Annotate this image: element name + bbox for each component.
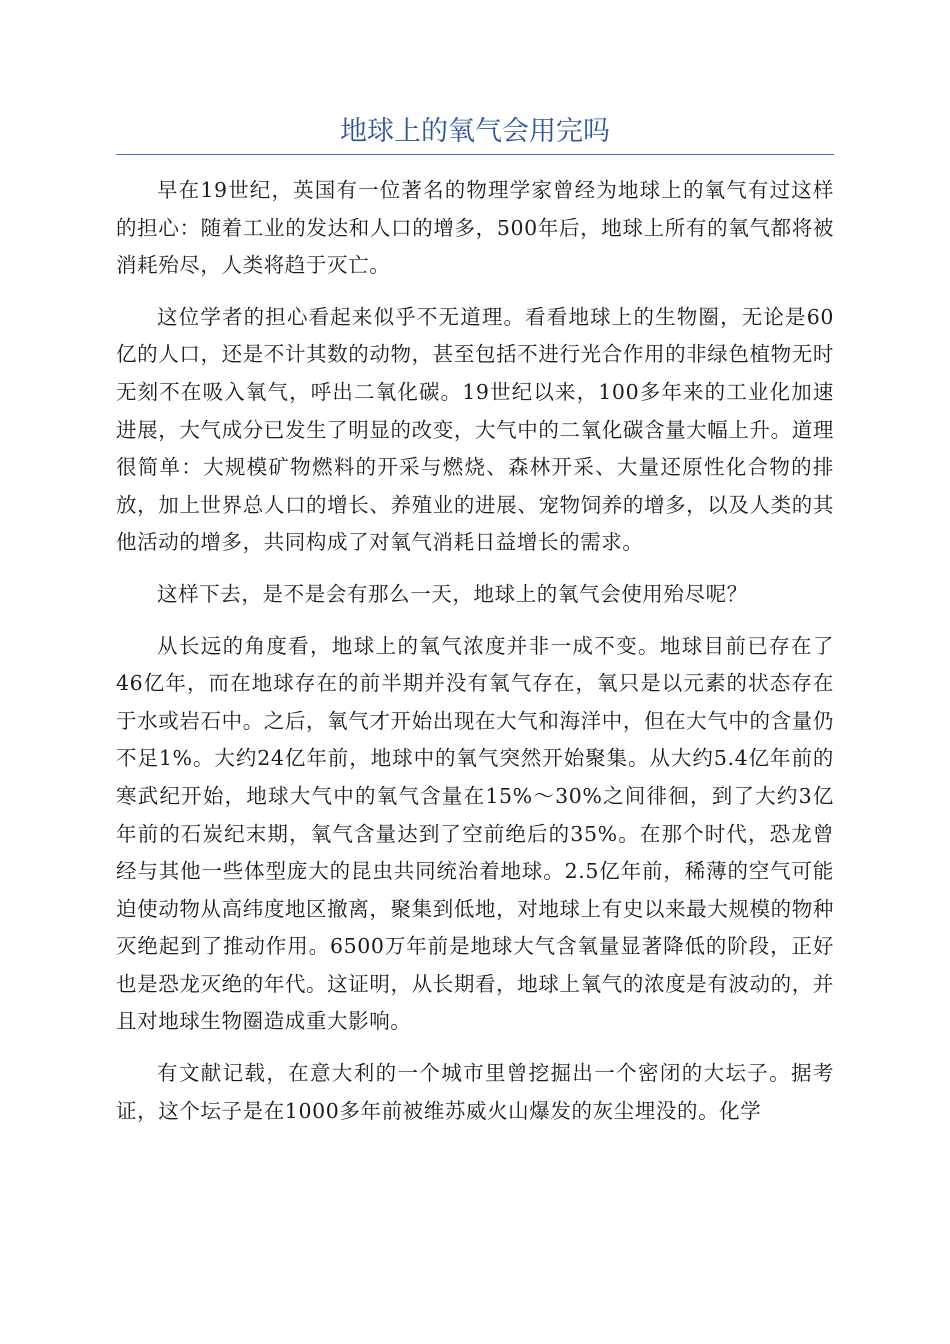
paragraph-3: 这样下去，是不是会有那么一天，地球上的氧气会使用殆尽呢？ [157, 581, 748, 606]
title-underline [116, 154, 834, 155]
paragraph-1: 早在19世纪，英国有一位著名的物理学家曾经为地球上的氧气有过这样的担心：随着工业的发达和人口的增多，500年后，地球上所有的氧气都将被消耗殆尽，人类将趋于灭亡。 [116, 178, 834, 278]
page-title: 地球上的氧气会用完吗 [340, 116, 610, 147]
paragraph-5: 有文献记载，在意大利的一个城市里曾挖掘出一个密闭的大坛子。据考证，这个坛子是在1000多年前被维苏威火山爆发的灰尘埋没的。化学 [116, 1061, 834, 1123]
paragraph-4: 从长远的角度看，地球上的氧气浓度并非一成不变。地球目前已存在了46亿年，而在地球存在的前半期并没有氧气存在，氧只是以元素的状态存在于水或岩石中。之后，氧气才开始出现在大气和海洋中，但在大气中的含量仍不足1%。大约24亿年前，地球中的氧气突然开始聚集。从大约5.4亿年前的寒武纪开始，地球大气中的氧气含量在15%～30%之间徘徊，到了大约3亿年前的石炭纪末期，氧气含量达到了空前绝后的35%。在那个时代，恐龙曾经与其他一些体型庞大的昆虫共同统治着地球。2.5亿年前，稀薄的空气可能迫使动物从高纬度地区撤离，聚集到低地，对地球上有史以来最大规模的物种灭绝起到了推动作用。6500万年前是地球大气含氧量显著降低的阶段，正好也是恐龙灭绝的年代。这证明，从长期看，地球上氧气的浓度是有波动的，并且对地球生物圈造成重大影响。 [116, 633, 834, 1034]
document-body [116, 172, 834, 1144]
paragraph-2: 这位学者的担心看起来似乎不无道理。看看地球上的生物圈，无论是60亿的人口，还是不计其数的动物，甚至包括不进行光合作用的非绿色植物无时无刻不在吸入氧气，呼出二氧化碳。19世纪以来，100多年来的工业化加速进展，大气成分已发生了明显的改变，大气中的二氧化碳含量大幅上升。道理很简单：大规模矿物燃料的开采与燃烧、森林开采、大量还原性化合物的排放，加上世界总人口的增长、养殖业的进展、宠物饲养的增多，以及人类的其他活动的增多，共同构成了对氧气消耗日益增长的需求。 [116, 304, 834, 555]
